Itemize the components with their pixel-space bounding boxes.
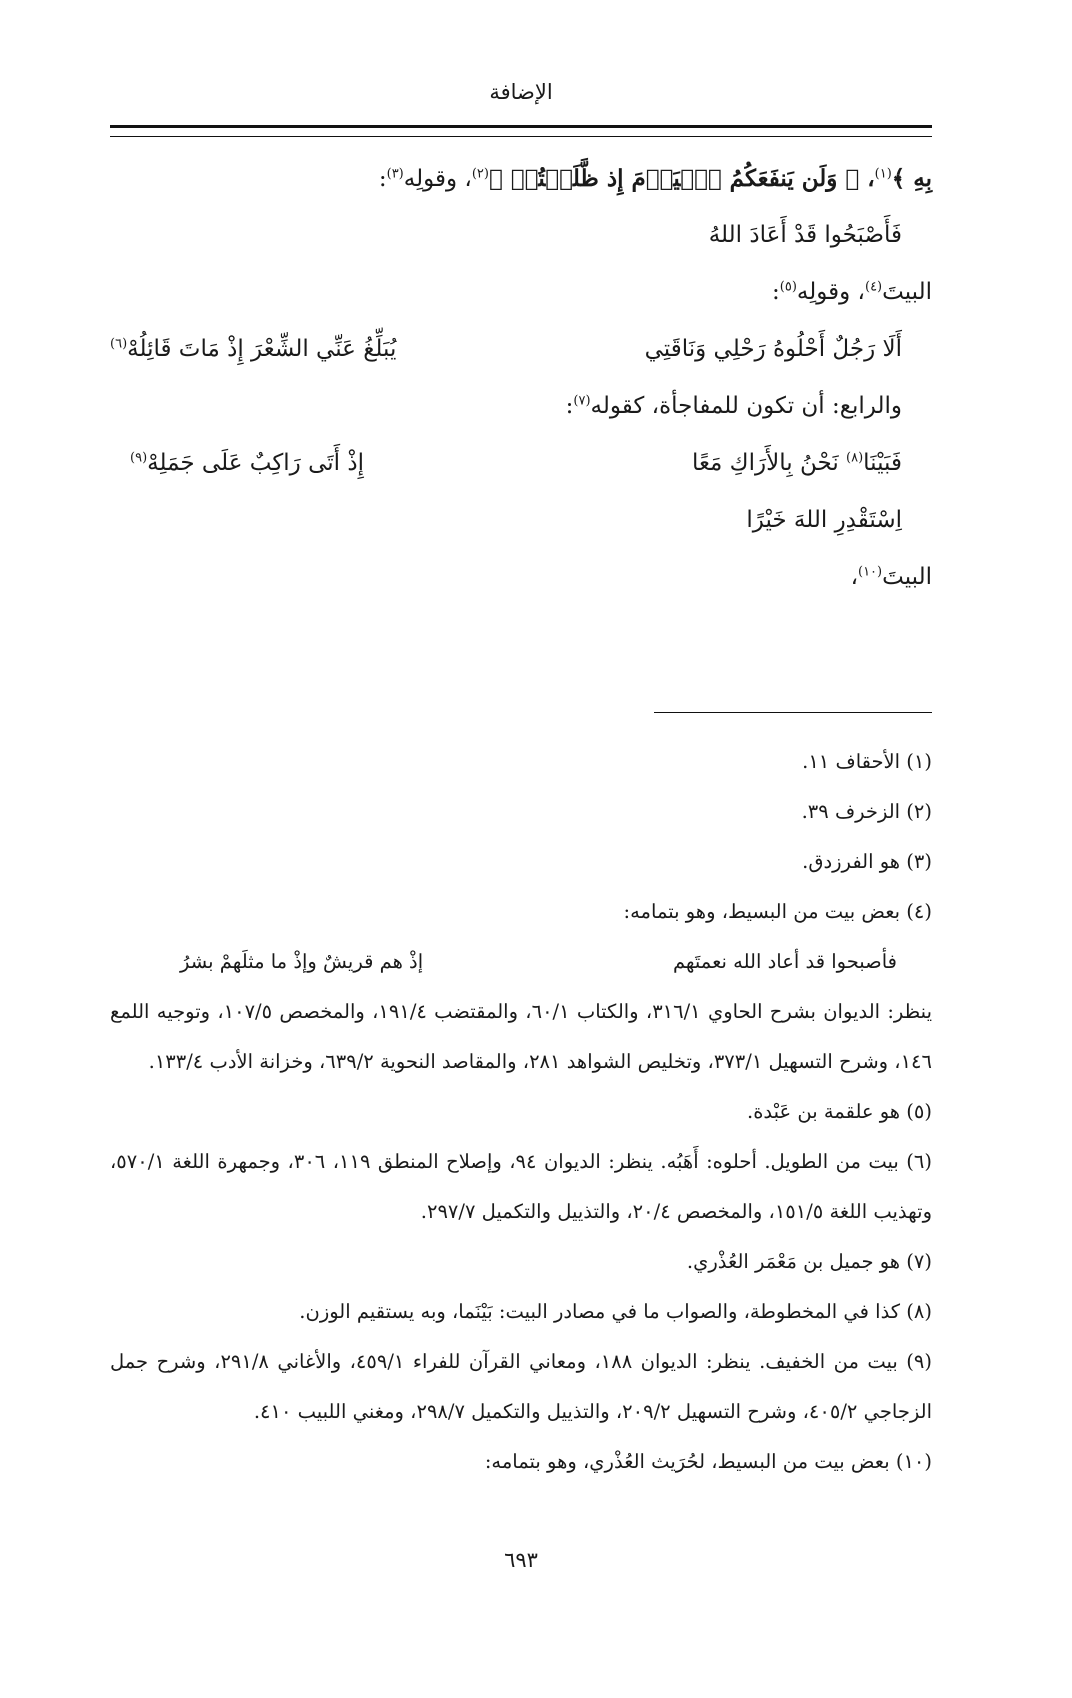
footnote-ref[interactable]: (٥) (779, 279, 797, 295)
footnote-2: (٢) الزخرف ٣٩. (801, 800, 932, 823)
text-line-5: والرابع: أن تكون للمفاجأة، كقوله$^{(٧)}$: (565, 393, 902, 419)
verse-2 (110, 435, 932, 492)
footnote-4-references: ينظر: الديوان بشرح الحاوي ٣١٦/١، والكتاب ٦٠/١، والمقتضب ١٩١/٤، والمخصص ١٠٧/٥، وتوجيه اللمع ١٤٦، وشرح التسهيل ٣٧٣/١، وتخليص الشواهد ٢٨١، والمقاصد النحوية ٦٣٩/٢، وخزانة الأدب ١٣٣/٤. (110, 1000, 932, 1073)
running-head: الإضافة (489, 80, 553, 104)
text-line-1: بِهِ ﴾$^{(١)}$، ﴿ وَلَن يَنفَعَكُمُ ٱلۡيَوۡمَ إِذ ظَّلَمۡتُمۡ ﴾$^{(٢)}$، وقولِه$^{(٣)}$: (378, 165, 932, 192)
footnote-7: (٧) هو جميل بن مَعْمَر العُذْري. (686, 1250, 932, 1273)
text-line-3: البيتَ$^{(٤)}$، وقولِه$^{(٥)}$: (772, 279, 932, 305)
footnote-6: (٦) بيت من الطويل. أحلوه: أَهَبُه. ينظر: الديوان ٩٤، وإصلاح المنطق ١١٩، ٣٠٦، وجمهرة اللغة ٥٧٠/١، وتهذيب اللغة ١٥١/٥، والمخصص ٢٠/٤، والتذييل والتكميل ٢٩٧/٧. (110, 1150, 932, 1223)
verse-fragment-2: اِسْتَقْدِرِ اللهَ خَيْرًا (746, 507, 902, 533)
footnote-ref[interactable]: (٩) (130, 450, 148, 466)
page-number: ٦٩٣ (504, 1548, 538, 1572)
verse-1-first-hemistich: أَلَا رَجُلٌ أَحْلُوهُ رَحْلِي وَنَاقَتِي (644, 336, 902, 362)
footnote-separator (654, 712, 932, 713)
text-line-8: البيتَ$^{(١٠)}$، (850, 564, 932, 590)
footnote-ref[interactable]: (٧) (573, 393, 591, 409)
footnote-8: (٨) كذا في المخطوطة، والصواب ما في مصادر البيت: بَيْنَما، وبه يستقيم الوزن. (299, 1300, 932, 1323)
footnote-1: (١) الأحقاف ١١. (802, 750, 932, 773)
footnote-4: (٤) بعض بيت من البسيط، وهو بتمامه: (623, 900, 932, 923)
footnote-ref[interactable]: (٦) (110, 336, 128, 352)
footnote-3: (٣) هو الفرزدق. (802, 850, 932, 873)
footnote-9: (٩) بيت من الخفيف. ينظر: الديوان ١٨٨، ومعاني القرآن للفراء ٤٥٩/١، والأغاني ٢٩١/٨، وشرح جمل الزجاجي ٤٠٥/٢، وشرح التسهيل ٢٠٩/٢، والتذييل والتكميل ٢٩٨/٧، ومغني اللبيب ٤١٠. (110, 1350, 933, 1423)
footnotes (110, 737, 932, 1487)
footnote-ref[interactable]: (١) (874, 166, 892, 182)
footnote-ref[interactable]: (٢) (471, 166, 489, 182)
book-page (110, 0, 932, 1698)
verse-2-second-hemistich: إِذْ أَتَى رَاكِبٌ عَلَى جَمَلِهْ$^{(٩)}$ (130, 450, 364, 476)
verse-1 (110, 321, 932, 378)
footnote-ref[interactable]: (٨) (846, 450, 864, 466)
footnote-ref[interactable]: (٣) (386, 166, 404, 182)
footnote-5: (٥) هو علقمة بن عَبْدة. (747, 1100, 932, 1123)
footnote-10: (١٠) بعض بيت من البسيط، لحُرَيث العُذْري، وهو بتمامه: (484, 1450, 932, 1473)
verse-fragment-1: فَأَصْبَحُوا قَدْ أَعَادَ اللهُ (708, 222, 902, 248)
footnote-ref[interactable]: (٤) (864, 279, 883, 295)
footnote-4-verse: فأصبحوا قد أعاد الله نعمتَهم إذْ هم قريشٌ وإذْ ما مثلَهمْ بشرُ (180, 950, 897, 973)
main-text (110, 150, 932, 606)
footnote-ref[interactable]: (١٠) (858, 564, 883, 580)
header-rule-thick (110, 125, 932, 128)
verse-1-second-hemistich: يُبَلِّغُ عَنِّي الشِّعْرَ إِذْ مَاتَ قَائِلُهْ$^{(٦)}$ (110, 336, 397, 362)
verse-2-first-hemistich: فَبَيْنَا$^{(٨)}$ نَحْنُ بِالأَرَاكِ مَعًا (691, 450, 902, 476)
header-rule-thin (110, 136, 932, 137)
